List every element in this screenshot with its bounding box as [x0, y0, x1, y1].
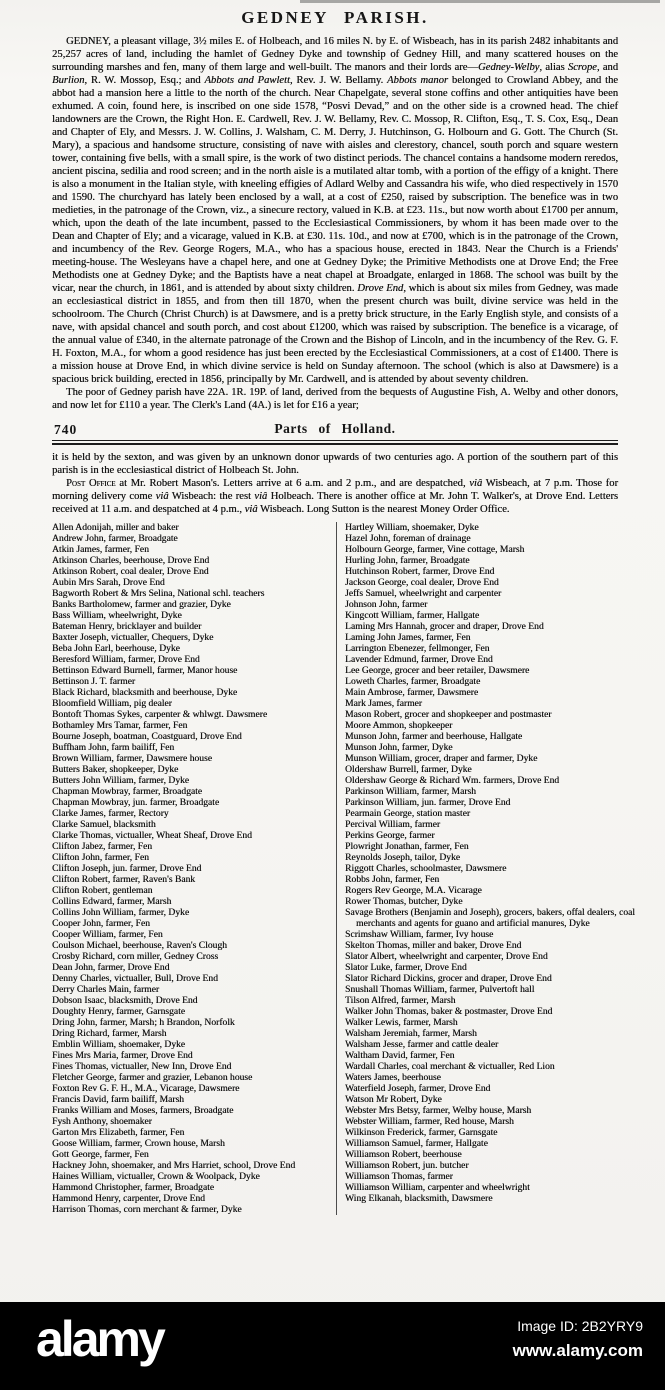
directory-entry: Atkinson Charles, beerhouse, Drove End [52, 555, 210, 566]
directory-entry: Walsham Jesse, farmer and cattle dealer [345, 1039, 499, 1050]
directory-entry: Dring Richard, farmer, Marsh [52, 1028, 167, 1039]
directory-entry: Tilson Alfred, farmer, Marsh [345, 995, 456, 1006]
running-title: Parts of Holland. [274, 421, 396, 436]
directory-entry: Watson Mr Robert, Dyke [345, 1094, 442, 1105]
directory-entry: Laming Mrs Hannah, grocer and draper, Drove End [345, 621, 544, 632]
directory-entry: Munson William, grocer, draper and farmer, Dyke [345, 753, 538, 764]
text-segment: Post Office [66, 478, 116, 489]
directory-entry: Clifton Robert, farmer, Raven's Bank [52, 874, 196, 885]
text-segment: Burlion [52, 75, 85, 86]
directory-entry: Williamson William, carpenter and wheelwright [345, 1182, 530, 1193]
directory-entry: Savage Brothers (Benjamin and Joseph), grocers, bakers, offal dealers, coal merchants and agents for guano and artificial manures, Dyke [345, 907, 635, 929]
directory-entry: Oldershaw George & Richard Wm. farmers, Drove End [345, 775, 560, 786]
directory-entry: Cooper John, farmer, Fen [52, 918, 150, 929]
directory-entry: Williamson Thomas, farmer [345, 1171, 453, 1182]
directory-entry: Baxter Joseph, victualler, Chequers, Dyke [52, 632, 214, 643]
directory-entry: Atkinson Robert, coal dealer, Drove End [52, 566, 209, 577]
directory-entry: Slator Luke, farmer, Drove End [345, 962, 467, 973]
scan-artifact [300, 0, 660, 3]
directory-entry: Riggott Charles, schoolmaster, Dawsmere [345, 863, 507, 874]
directory-entry: Hammond Henry, carpenter, Drove End [52, 1193, 205, 1204]
post-office-paragraph [52, 477, 618, 516]
directory-entry: Haines William, victualler, Crown & Woolpack, Dyke [52, 1171, 260, 1182]
directory-entry: Dean John, farmer, Drove End [52, 962, 170, 973]
directory-entry: Fines Mrs Maria, farmer, Drove End [52, 1050, 193, 1061]
text-segment: , which is about six miles from Gedney, was made an ecclesiastical district in 1855, and from then till 1870, when the present church was built, divine service was held in the schoolroom. The Church (Christ Church) is at Dawsmere, and is a pretty brick structure, in the Early English style, and consists of a nave, with apsidal chancel and south porch, and cost about £1200, which was raised by subscription. The benefice is a vicarage, of the annual value of £340, in the alternate patronage of the Crown and the Bishop of Lincoln, and in the incumbency of the Rev. G. F. H. Foxton, M.A., for whom a good residence has just been erected by the Ecclesiastical Commissioners, at a cost of £1400. There is a mission house at Drove End, in which divine service is held on Sunday afternoon. The school (which is also at Dawsmere) is a spacious brick building, erected in 1856, principally by Mr. Cardwell, and is attended by about seventy children. [52, 283, 618, 385]
directory-entry: Bettinson Edward Burnell, farmer, Manor house [52, 665, 238, 676]
directory-entry: Clifton Robert, gentleman [52, 885, 153, 896]
text-segment: , Rev. J. W. Bellamy. [289, 75, 388, 86]
alamy-url-text: www.alamy.com [512, 1341, 643, 1360]
directory-entry: Walker John Thomas, baker & postmaster, Drove End [345, 1006, 553, 1017]
directory-entry: Rower Thomas, butcher, Dyke [345, 896, 463, 907]
directory-entry: Dring John, farmer, Marsh; h Brandon, Norfolk [52, 1017, 235, 1028]
directory-entry: Laming John James, farmer, Fen [345, 632, 471, 643]
alamy-logo: alamy [36, 1311, 163, 1367]
text-segment: Drove End [357, 283, 404, 294]
directory-entry: Goose William, farmer, Crown house, Marsh [52, 1138, 225, 1149]
directory-entry: Snushall Thomas William, farmer, Pulvertoft hall [345, 984, 535, 995]
directory-entry: Waltham David, farmer, Fen [345, 1050, 455, 1061]
directory-entry: Bontoft Thomas Sykes, carpenter & whlwgt. Dawsmere [52, 709, 268, 720]
directory-entry: Doughty Henry, farmer, Garnsgate [52, 1006, 185, 1017]
text-segment: Abbots and Pawlett [204, 75, 290, 86]
directory-entry: Webster William, farmer, Red house, Marsh [345, 1116, 514, 1127]
directory-entry: Bateman Henry, bricklayer and builder [52, 621, 202, 632]
directory-entry: Wing Elkanah, blacksmith, Dawsmere [345, 1193, 493, 1204]
text-segment: Wisbeach, at 7 p.m. Those for morning delivery come [52, 478, 619, 502]
directory-entry: Robbs John, farmer, Fen [345, 874, 440, 885]
text-segment: Wisbeach: the rest [168, 491, 255, 502]
text-segment: Abbots manor [387, 75, 449, 86]
directory-entry: Garton Mrs Elizabeth, farmer, Fen [52, 1127, 185, 1138]
directory-left-column [52, 522, 334, 1215]
directory-entry: Williamson Robert, jun. butcher [345, 1160, 469, 1171]
directory-entry: Wardall Charles, coal merchant & victualler, Red Lion [345, 1061, 555, 1072]
directory-entry: Collins John William, farmer, Dyke [52, 907, 190, 918]
directory-right-column [337, 522, 640, 1215]
directory-entry: Fysh Anthony, shoemaker [52, 1116, 152, 1127]
directory-entry: Hartley William, shoemaker, Dyke [345, 522, 479, 533]
directory-entry: Skelton Thomas, miller and baker, Drove End [345, 940, 522, 951]
directory-entry: Walsham Jeremiah, farmer, Marsh [345, 1028, 477, 1039]
directory-entry: Larrington Ebenezer, fellmonger, Fen [345, 643, 490, 654]
directory-entry: Clarke James, farmer, Rectory [52, 808, 169, 819]
directory-entry: Foxton Rev G. F. H., M.A., Vicarage, Dawsmere [52, 1083, 240, 1094]
directory-entry: Clifton Jabez, farmer, Fen [52, 841, 153, 852]
directory-entry: Plowright Jonathan, farmer, Fen [345, 841, 469, 852]
directory-entry: Dobson Isaac, blacksmith, Drove End [52, 995, 198, 1006]
directory-entry: Moore Ammon, shopkeeper [345, 720, 453, 731]
directory-entry: Slator Albert, wheelwright and carpenter, Drove End [345, 951, 548, 962]
text-segment: , R. W. Mossop, Esq.; and [84, 75, 205, 86]
directory-entry: Lee George, grocer and beer retailer, Dawsmere [345, 665, 530, 676]
directory-entry: Gott George, farmer, Fen [52, 1149, 149, 1160]
directory-entry: Andrew John, farmer, Broadgate [52, 533, 178, 544]
directory-entry: Waters James, beerhouse [345, 1072, 441, 1083]
directory-entry: Buffham John, farm bailiff, Fen [52, 742, 175, 753]
directory-entry: Hutchinson Robert, farmer, Drove End [345, 566, 495, 577]
directory-entry: Mark James, farmer [345, 698, 422, 709]
text-segment: Scrope [567, 62, 597, 73]
directory-entry: Banks Bartholomew, farmer and grazier, Dyke [52, 599, 231, 610]
directory-entry: Allen Adonijah, miller and baker [52, 522, 179, 533]
directory-entry: Butters John William, farmer, Dyke [52, 775, 190, 786]
text-segment: Holbeach. There is another office at Mr. John T. Walker's, at Drove End. Letters received at 11 a.m. and despatched at 4 p.m., [52, 491, 618, 515]
watermark-info [513, 1318, 643, 1361]
directory-entry: Bagworth Robert & Mrs Selina, National schl. teachers [52, 588, 265, 599]
directory-entry: Beresford William, farmer, Drove End [52, 654, 200, 665]
directory-entry: Bothamley Mrs Tamar, farmer, Fen [52, 720, 188, 731]
text-segment: viâ [469, 478, 483, 489]
text-segment: , and [596, 62, 618, 73]
directory-entry: Webster Mrs Betsy, farmer, Welby house, Marsh [345, 1105, 532, 1116]
directory-entry: Hurling John, farmer, Broadgate [345, 555, 470, 566]
directory-entry: Butters Baker, shopkeeper, Dyke [52, 764, 179, 775]
directory-entry: Franks William and Moses, farmers, Broadgate [52, 1105, 234, 1116]
directory-entry: Harrison Thomas, corn merchant & farmer, Dyke [52, 1204, 242, 1215]
trade-directory [52, 522, 640, 1215]
directory-entry: Fletcher George, farmer and grazier, Lebanon house [52, 1072, 253, 1083]
directory-entry: Parkinson William, farmer, Marsh [345, 786, 476, 797]
directory-entry: Bettinson J. T. farmer [52, 676, 136, 687]
directory-entry: Mason Robert, grocer and shopkeeper and postmaster [345, 709, 552, 720]
directory-entry: Percival William, farmer [345, 819, 441, 830]
header-rule [52, 440, 618, 445]
directory-entry: Aubin Mrs Sarah, Drove End [52, 577, 165, 588]
directory-entry: Williamson Samuel, farmer, Hallgate [345, 1138, 488, 1149]
directory-entry: Jackson George, coal dealer, Drove End [345, 577, 499, 588]
directory-entry: Denny Charles, victualler, Bull, Drove End [52, 973, 218, 984]
directory-entry: Pearmain George, station master [345, 808, 471, 819]
text-segment: Wisbeach. Long Sutton is the nearest Money Order Office. [257, 504, 510, 515]
directory-entry: Kingcott William, farmer, Hallgate [345, 610, 480, 621]
directory-entry: Oldershaw Burrell, farmer, Dyke [345, 764, 472, 775]
directory-entry: Munson John, farmer, Dyke [345, 742, 453, 753]
page-number: 740 [54, 422, 78, 437]
directory-entry: Francis David, farm bailiff, Marsh [52, 1094, 184, 1105]
directory-entry: Perkins George, farmer [345, 830, 435, 841]
directory-entry: Munson John, farmer and beerhouse, Hallgate [345, 731, 523, 742]
directory-entry: Main Ambrose, farmer, Dawsmere [345, 687, 479, 698]
directory-entry: Clifton Joseph, jun. farmer, Drove End [52, 863, 202, 874]
directory-entry: Reynolds Joseph, tailor, Dyke [345, 852, 460, 863]
directory-entry: Collins Edward, farmer, Marsh [52, 896, 172, 907]
continuation-paragraph: it is held by the sexton, and was given by an unknown donor upwards of two centuries ago. A portion of the southern part of this parish is in the ecclesiastical district of Holbeach St. John. [52, 452, 618, 476]
directory-entry: Chapman Mowbray, farmer, Broadgate [52, 786, 203, 797]
directory-entry: Cooper William, farmer, Fen [52, 929, 163, 940]
alamy-watermark-bar [0, 1302, 665, 1390]
directory-entry: Johnson John, farmer [345, 599, 428, 610]
directory-entry: Emblin William, shoemaker, Dyke [52, 1039, 186, 1050]
directory-entry: Fines Thomas, victualler, New Inn, Drove End [52, 1061, 232, 1072]
directory-entry: Parkinson William, jun. farmer, Drove End [345, 797, 511, 808]
directory-entry: Black Richard, blacksmith and beerhouse, Dyke [52, 687, 238, 698]
directory-entry: Slator Richard Dickins, grocer and draper, Drove End [345, 973, 552, 984]
directory-entry: Lavender Edmund, farmer, Drove End [345, 654, 493, 665]
text-segment: at Mr. Robert Mason's. Letters arrive at 6 a.m. and 2 p.m., and are despatched, [115, 478, 470, 489]
directory-entry: Wilkinson Frederick, farmer, Garnsgate [345, 1127, 498, 1138]
directory-entry: Coulson Michael, beerhouse, Raven's Clough [52, 940, 227, 951]
directory-entry: Hackney John, shoemaker, and Mrs Harriet, school, Drove End [52, 1160, 296, 1171]
text-segment: , alias [539, 62, 568, 73]
page-title: GEDNEY PARISH. [241, 8, 429, 27]
directory-entry: Clarke Samuel, blacksmith [52, 819, 156, 830]
text-segment: viâ [244, 504, 258, 515]
image-id-text: Image ID: 2B2YRY9 [517, 1318, 643, 1334]
text-segment: Gedney-Welby [477, 62, 540, 73]
directory-entry: Clarke Thomas, victualler, Wheat Sheaf, Drove End [52, 830, 252, 841]
running-header [52, 421, 618, 438]
directory-entry: Holbourn George, farmer, Vine cottage, Marsh [345, 544, 525, 555]
directory-entry: Chapman Mowbray, jun. farmer, Broadgate [52, 797, 220, 808]
text-segment: GEDNEY, a pleasant village, 3½ miles E. of Holbeach, and 16 miles N. by E. of Wisbeach, has in its parish 2482 inhabitants and 25,257 acres of land, including the hamlet of Gedney Dyke and township of Gedney Hill, and many scattered houses on the surrounding marshes and fen, many of them large and well-built. The manors and their lords are— [52, 36, 618, 73]
directory-entry: Waterfield Joseph, farmer, Drove End [345, 1083, 491, 1094]
text-segment: viâ [155, 491, 169, 502]
text-segment: viâ [254, 491, 268, 502]
directory-entry: Jeffs Samuel, wheelwright and carpenter [345, 588, 502, 599]
directory-entry: Brown William, farmer, Dawsmere house [52, 753, 212, 764]
directory-entry: Crosby Richard, corn miller, Gedney Cross [52, 951, 219, 962]
charity-land-paragraph: The poor of Gedney parish have 22A. 1R. 19P. of land, derived from the bequests of Augustine Fish, A. Welby and other donors, and now let for £110 a year. The Clerk's Land (4A.) is let for £16 a year; [52, 387, 618, 411]
directory-entry: Williamson Robert, beerhouse [345, 1149, 462, 1160]
directory-entry: Bourne Joseph, boatman, Coastguard, Drove End [52, 731, 242, 742]
directory-entry: Beba John Earl, beerhouse, Dyke [52, 643, 180, 654]
page-content [52, 8, 635, 1215]
directory-entry: Bass William, wheelwright, Dyke [52, 610, 182, 621]
directory-entry: Hazel John, foreman of drainage [345, 533, 471, 544]
directory-entry: Rogers Rev George, M.A. Vicarage [345, 885, 482, 896]
directory-entry: Hammond Christopher, farmer, Broadgate [52, 1182, 215, 1193]
directory-entry: Clifton John, farmer, Fen [52, 852, 149, 863]
text-segment: belonged to Crowland Abbey, and the abbot had a mansion here a little to the north of the church. Near Chapelgate, several stone coffins and other antiquities have been exhumed. A coin, found here, is inscribed on one side 1578, “Posvi Devad,” and on the other side is a crowned head. The chief landowners are the Crown, the Right Hon. E. Cardwell, Rev. J. W. Bellamy, Rev. C. Mossop, R. Clifton, Esq., T. S. Cox, Esq., Dean and Chapter of Ely, and Messrs. J. W. Collins, J. Walsham, C. M. Derry, J. Hutchinson, G. Holbourn and G. Gott. The Church (St. Mary), a spacious and handsome structure, consisting of nave with aisles and clerestory, chancel, south porch and square western tower, containing five bells, with a small spire, is the work of two distinct periods. The chancel contains a handsome modern reredos, ancient piscina, sedilia and rood screen; and in the north aisle is a mutilated altar tomb, with a portion of the effigy of a knight. There is also a monument in the Italian style, with kneeling effigies of Adlard Welby and Cassandra his wife, who died respectively in 1570 and 1590. The churchyard has lately been enclosed by a wall, at a cost of £250, raised by subscription. The benefice was in two medieties, in the patronage of the Crown, viz., a sinecure rectory, valued in K.B. at £23. 11s., but now worth about £1700 per annum, which, upon the death of the late incumbent, passed to the Ecclesiastical Commissioners, by whom it has been made over to the Dean and Chapter of Ely; and a vicarage, valued in K.B. at £30. 11s. 10d., and now at £700, which is in the patronage of the Crown, and incumbency of the Rev. George Rogers, M.A., who has a spacious house, erected in 1843. Near the Church is a Friends' meeting-house. The Wesleyans have a chapel here, and one at Gedney Dyke; the Primitive Methodists one at Drove End; the Free Methodists one at Gedney Dyke; and the Baptists have a neat chapel at Broadgate, enlarged in 1868. The school was built by the vicar, near the church, in 1861, and is attended by about sixty children. [52, 75, 618, 294]
directory-entry: Loweth Charles, farmer, Broadgate [345, 676, 481, 687]
directory-entry: Atkin James, farmer, Fen [52, 544, 149, 555]
directory-entry: Derry Charles Main, farmer [52, 984, 160, 995]
directory-entry: Walker Lewis, farmer, Marsh [345, 1017, 458, 1028]
directory-entry: Bloomfield William, pig dealer [52, 698, 172, 709]
directory-entry: Scrimshaw William, farmer, Ivy house [345, 929, 494, 940]
parish-description-paragraph [52, 35, 618, 386]
